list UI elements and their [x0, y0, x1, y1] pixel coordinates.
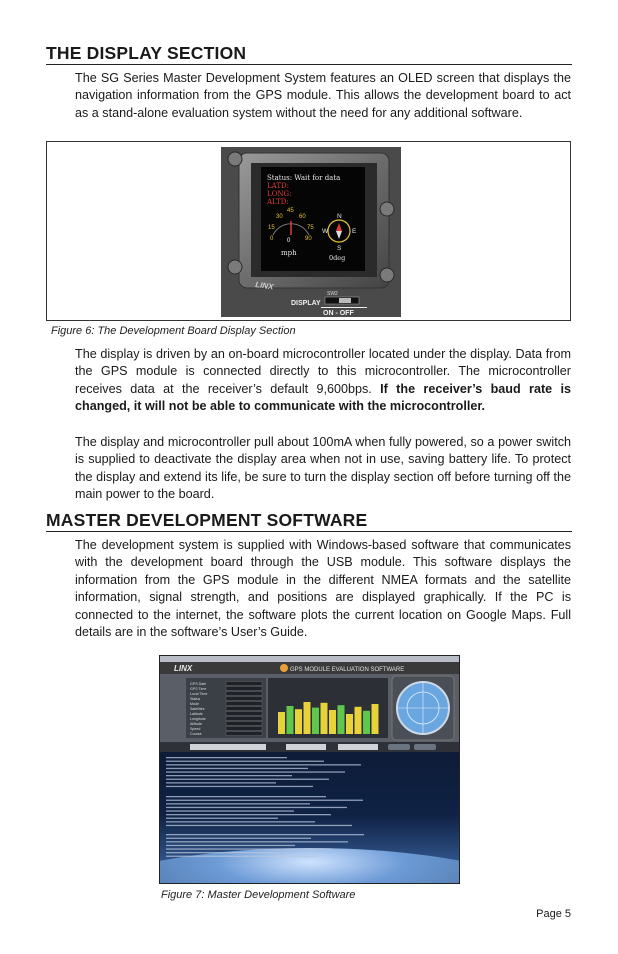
- baud-rate-warning: If the receiver’s baud rate is changed, it will not be able to communicate with the microcontroller.: [75, 381, 571, 414]
- nmea-log-line: [166, 779, 329, 780]
- oled-altd: ALTD:: [267, 198, 289, 206]
- field-label: Longitude: [190, 717, 206, 721]
- nmea-log-line: [166, 775, 292, 776]
- baud-select[interactable]: [286, 744, 326, 750]
- field-label: Mode: [190, 702, 199, 706]
- nmea-log-line: [166, 757, 287, 758]
- field-label: GPS Time: [190, 687, 207, 691]
- display-label: DISPLAY: [291, 300, 321, 307]
- nmea-log-line: [166, 834, 364, 835]
- field-value-box: [226, 707, 262, 711]
- figure-7-caption: Figure 7: Master Development Software: [161, 889, 356, 901]
- software-screenshot: [159, 655, 460, 884]
- switch-id: SW2: [327, 291, 338, 297]
- compass-s: S: [337, 245, 342, 252]
- oled-status-text: Status: Wait for data: [267, 174, 341, 182]
- microcontroller-paragraph: [75, 346, 571, 416]
- field-value-box: [226, 682, 262, 686]
- field-value-box: [226, 717, 262, 721]
- power-paragraph: The display and microcontroller pull about 100mA when fully powered, so a power switch is supplied to deactivate the display area when not in use, saving battery life. To protect the display and extend its life, be sure to turn the display section off before turning off the main power to the board.: [75, 435, 571, 502]
- nmea-log-line: [166, 852, 279, 853]
- gauge-label-90: 90: [305, 236, 312, 242]
- field-label: Course: [190, 732, 202, 736]
- signal-bar: [304, 702, 311, 734]
- gauge-label-60: 60: [299, 214, 306, 220]
- field-label: GPS Date: [190, 682, 207, 686]
- compass-n: N: [337, 213, 342, 220]
- nmea-log-line: [166, 841, 348, 842]
- board-display-photo: [221, 147, 401, 317]
- port-select[interactable]: [190, 744, 266, 750]
- page-number: Page 5: [536, 908, 571, 920]
- signal-bar: [312, 708, 319, 734]
- nmea-log-line: [166, 825, 352, 826]
- nmea-log-line: [166, 761, 324, 762]
- signal-bar: [346, 714, 353, 734]
- nmea-log-line: [166, 796, 326, 797]
- nmea-log-line: [166, 764, 361, 765]
- switch-label: ON - OFF: [323, 310, 354, 317]
- section-heading-software: MASTER DEVELOPMENT SOFTWARE: [46, 510, 572, 532]
- board-logo: LINX: [254, 280, 275, 292]
- speed-value: 0: [287, 238, 291, 244]
- nmea-log-line: [166, 856, 316, 857]
- field-value-box: [226, 732, 262, 736]
- nmea-log-line: [166, 818, 278, 819]
- nmea-log-line: [166, 786, 313, 787]
- field-value-box: [226, 697, 262, 701]
- gauge-label-15: 15: [268, 225, 275, 231]
- field-value-box: [226, 692, 262, 696]
- oled-long: LONG:: [267, 190, 292, 198]
- satellite-icon: [280, 664, 288, 672]
- section-heading-display: THE DISPLAY SECTION: [46, 43, 572, 65]
- nmea-log-line: [166, 810, 294, 811]
- field-label: Local Time: [190, 692, 208, 696]
- field-label: Status: [190, 697, 201, 701]
- field-value-box: [226, 712, 262, 716]
- figure-6-frame: [46, 141, 571, 321]
- software-paragraph: The development system is supplied with Windows-based software that communicates with the development board through the USB module. This software displays the information from the GPS module in the different NMEA formats and the satellite information, signal strength, and positions are displayed graphically. If the PC is connected to the internet, the software plots the current location on Google Maps. Full details are in the software’s User’s Guide.: [75, 538, 571, 640]
- signal-bar: [278, 712, 285, 734]
- power-switch-slider: [339, 298, 351, 303]
- speed-unit: mph: [281, 249, 297, 257]
- nmea-log-line: [166, 782, 276, 783]
- signal-bar: [355, 707, 362, 734]
- start-button[interactable]: [414, 744, 436, 750]
- app-title: GPS MODULE EVALUATION SOFTWARE: [290, 667, 405, 673]
- field-value-box: [226, 702, 262, 706]
- nmea-log-line: [166, 807, 347, 808]
- nmea-log-line: [166, 771, 345, 772]
- gauge-label-0: 0: [270, 236, 274, 242]
- field-label: Speed: [190, 727, 201, 731]
- signal-bar: [295, 709, 302, 734]
- field-label: Altitude: [190, 722, 202, 726]
- nmea-log-line: [166, 848, 332, 849]
- nmea-log-line: [166, 814, 331, 815]
- signal-bar: [363, 711, 370, 734]
- nmea-log-line: [166, 845, 295, 846]
- field-label: Satellites: [190, 707, 205, 711]
- nmea-log-line: [166, 800, 363, 801]
- signal-bar: [338, 705, 345, 734]
- microcontroller-text: The display is driven by an on-board microcontroller located under the display. Data from the GPS module is connected directly to this microcontroller. The microcontroller receives data at the receiver’s default 9,600bps.: [75, 347, 571, 396]
- heading-readout: 0deg: [329, 254, 346, 262]
- app-logo: LINX: [174, 664, 193, 673]
- mode-select[interactable]: [338, 744, 378, 750]
- figure-6-caption: Figure 6: The Development Board Display Section: [51, 325, 296, 337]
- gauge-label-45: 45: [287, 208, 294, 214]
- nmea-log-line: [166, 821, 315, 822]
- oled-latd: LATD:: [267, 182, 289, 190]
- signal-bar: [329, 710, 336, 734]
- signal-bar: [321, 703, 328, 734]
- field-value-box: [226, 687, 262, 691]
- gauge-label-30: 30: [276, 214, 283, 220]
- field-value-box: [226, 727, 262, 731]
- nmea-log-line: [166, 803, 310, 804]
- signal-bar: [287, 706, 294, 734]
- connect-button[interactable]: [388, 744, 410, 750]
- display-intro-paragraph: The SG Series Master Development System features an OLED screen that displays the navigation information from the GPS module. This allows the development board to act as a stand-alone evaluation system without the need for any additional software.: [75, 71, 571, 120]
- compass-w: W: [322, 228, 329, 235]
- field-value-box: [226, 722, 262, 726]
- field-label: Latitude: [190, 712, 203, 716]
- nmea-log-line: [166, 768, 308, 769]
- compass-e: E: [352, 228, 357, 235]
- gauge-label-75: 75: [307, 225, 314, 231]
- signal-bar: [372, 704, 379, 734]
- nmea-log-line: [166, 838, 311, 839]
- nmea-log: [166, 757, 364, 857]
